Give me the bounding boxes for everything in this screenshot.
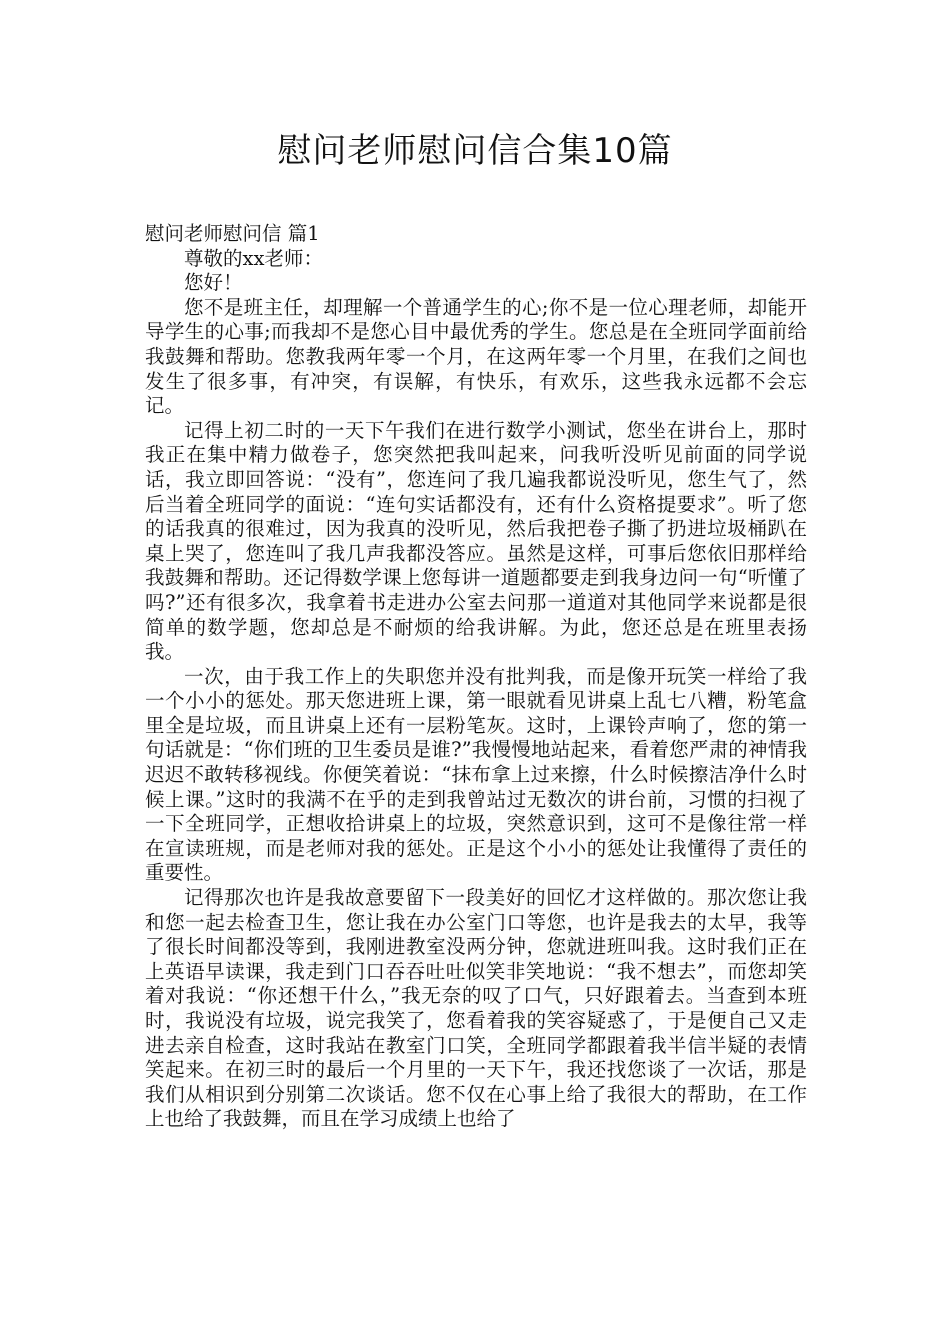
paragraph: 一次，由于我工作上的失职您并没有批判我，而是像开玩笑一样给了我一个小小的惩处。那天您进班上课，第一眼就看见讲桌上乱七八糟，粉笔盒里全是垃圾，而且讲桌上还有一层粉笔灰。这时，上课铃声响了，您的第一句话就是：“你们班的卫生委员是谁?”我慢慢地站起来，看着您严肃的神情我迟迟不敢转移视线。你便笑着说：“抹布拿上过来擦，什么时候擦洁净什么时候上课。”这时的我满不在乎的走到我曾站过无数次的讲台前，习惯的扫视了一下全班同学，正想收拾讲桌上的垃圾，突然意识到，这可不是像往常一样在宣读班规，而是老师对我的惩处。正是这个小小的惩处让我懂得了责任的重要性。	[145, 664, 807, 885]
salutation: 尊敬的xx老师：	[184, 246, 323, 270]
paragraph: 记得上初二时的一天下午我们在进行数学小测试，您坐在讲台上，那时我正在集中精力做卷子，您突然把我叫起来，问我听没听见前面的同学说话，我立即回答说：“没有”，您连问了我几遍我都说没听见，您生气了，然后当着全班同学的面说：“连句实话都没有，还有什么资格提要求”。听了您的话我真的很难过，因为我真的没听见，然后我把卷子撕了扔进垃圾桶趴在桌上哭了，您连叫了我几声我都没答应。虽然是这样，可事后您依旧那样给我鼓舞和帮助。还记得数学课上您每讲一道题都要走到我身边问一句“听懂了吗?”还有很多次，我拿着书走进办公室去问那一道道对其他同学来说都是很简单的数学题，您却总是不耐烦的给我讲解。为此，您还总是在班里表扬我。	[145, 418, 807, 664]
paragraph: 记得那次也许是我故意要留下一段美好的回忆才这样做的。那次您让我和您一起去检查卫生，您让我在办公室门口等您，也许是我去的太早，我等了很长时间都没等到，我刚进教室没两分钟，您就进班叫我。这时我们正在上英语早读课，我走到门口吞吞吐吐似笑非笑地说：“我不想去”，而您却笑着对我说：“你还想干什么，”我无奈的叹了口气，只好跟着去。当查到本班时，我说没有垃圾，说完我笑了，您看着我的笑容疑惑了，于是便自己又走进去亲自检查，这时我站在教室门口笑，全班同学都跟着我半信半疑的表情笑起来。在初三时的最后一个月里的一天下午，我还找您谈了一次话，那是我们从相识到分别第二次谈话。您不仅在心事上给了我很大的帮助，在工作上也给了我鼓舞，而且在学习成绩上也给了	[145, 886, 807, 1131]
document-body	[145, 222, 807, 1132]
document-title: 慰问老师慰问信合集10篇	[277, 131, 673, 171]
paragraph: 您不是班主任，却理解一个普通学生的心;你不是一位心理老师，却能开导学生的心事;而我却不是您心目中最优秀的学生。您总是在全班同学面前给我鼓舞和帮助。您教我两年零一个月，在这两年零一个月里，在我们之间也发生了很多事，有冲突，有误解，有快乐，有欢乐，这些我永远都不会忘记。	[145, 295, 807, 418]
greeting: 您好！	[184, 271, 243, 295]
section-heading: 慰问老师慰问信 篇1	[145, 222, 320, 245]
